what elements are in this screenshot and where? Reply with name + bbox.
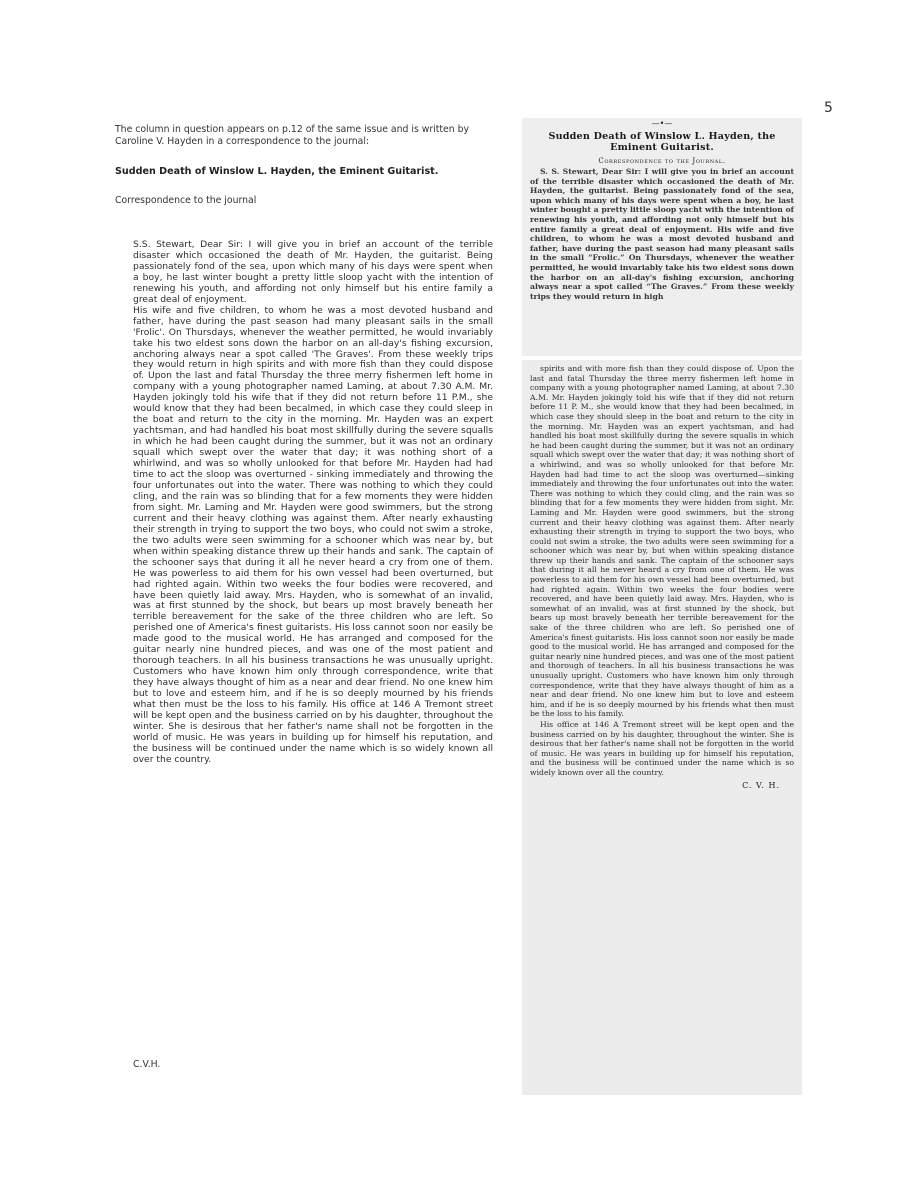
newspaper-clipping-bottom [522, 360, 802, 1095]
page-number: 5 [824, 100, 833, 116]
signature: C.V.H. [133, 1059, 161, 1070]
intro-text: The column in question appears on p.12 of the same issue and is written by Caroline V. Hayden in a correspondence to the journal: [115, 124, 470, 147]
paragraph: S.S. Stewart, Dear Sir: I will give you in brief an account of the terrible disaster which occasioned the death of Mr. Hayden, the guitarist. Being passionately fond of the sea, upon which many of his days were spent when a boy, he last winter bought a pretty little sloop yacht with the intention of renewing his youth, and affording not only himself but his entire family a great deal of enjoyment. [133, 239, 493, 305]
clipping-title: Sudden Death of Winslow L. Hayden, the Eminent Guitarist. [548, 131, 776, 153]
transcription-body [133, 240, 493, 766]
clipping-signature: C. V. H. [742, 780, 780, 790]
newspaper-clipping-top [522, 118, 802, 356]
article-header [115, 124, 495, 206]
clipping-text: S. S. Stewart, Dear Sir: I will give you in brief an account of the terrible disaster which occasioned the death of Mr. Hayden, the guitarist. Being passionately fond of the sea, upon which many of his days were spent when a boy, he last winter bought a pretty little sloop yacht with the intention of renewing his youth, and affording not only himself but his entire family a great deal of enjoyment. His wife and five children, to whom he was a most devoted husband and father, have during the past season had many pleasant sails in the small “Frolic.” On Thursdays, whenever the weather permitted, he would invariably take his two eldest sons down the harbor on an all-day's fishing excursion, anchoring always near a spot called “The Graves.” From these weekly trips they would return in high [530, 167, 794, 301]
paragraph: His wife and five children, to whom he was a most devoted husband and father, have during the past season had many pleasant sails in the small 'Frolic'. On Thursdays, whenever the weather permitted, he would invariably take his two eldest sons down the harbor on an all-day's fishing excursion, anchoring always near a spot called 'The Graves'. From these weekly trips they would return in high spirits and with more fish than they could dispose of. Upon the last and fatal Thursday the three merry fishermen left home in company with a young photographer named Laming, at about 7.30 A.M. Mr. Hayden jokingly told his wife that if they did not return before 11 P.M., she would know that they had been becalmed, in which case they could sleep in the boat and return to the city in the morning. Mr. Hayden was an expert yachtsman, and had handled his boat most skillfully during the severe squalls in which he had been caught during the summer, but it was not an ordinary squall which swept over the water that day; it was nothing short of a whirlwind, and was so wholly unlooked for that before Mr. Hayden had had time to act the sloop was overturned - sinking immediately and throwing the four unfortunates out into the water. There was nothing to which they could cling, and the rain was so blinding that for a few moments they were hidden from sight. Mr. Laming and Mr. Hayden were good swimmers, but the strong current and their heavy clothing was against them. After nearly exhausting their strength in trying to support the two boys, who could not swim a stroke, the two adults were seen swimming for a schooner which was near by, but when within speaking distance threw up their hands and sank. The captain of the schooner says that during it all he never heard a cry from one of them. He was powerless to aid them for his own vessel had been overturned, but had righted again. Within two weeks the four bodies were recovered, and have been quietly laid away. Mrs. Hayden, who is somewhat of an invalid, was at first stunned by the shock, but bears up most bravely beneath her terrible bereavement for the sake of the three children who are left. So perished one of America's finest guitarists. His loss cannot soon nor easily be made good to the musical world. He has arranged and composed for the guitar nearly nine hundred pieces, and was one of the most patient and thorough teachers. In all his business transactions he was unusually upright. Customers who have known him only through correspondence, write that they have always thought of him as a near and dear friend. No one knew him but to love and esteem him, and if he is so deeply mourned by his friends what then must be the loss to his family. His office at 146 A Tremont street will be kept open and the business carried on by his daughter, throughout the winter. She is desirous that her father's name shall not be forgotten in the world of music. He was years in building up for himself his reputation, and the business will be continued under the name which is so widely known all over the country. [133, 304, 493, 765]
clipping-text: His office at 146 A Tremont street will be kept open and the business carried on by his daughter, throughout the winter. She is desirous that her father's name shall not be forgotten in the world of music. He was years in building up for himself his reputation, and the business will be continued under the name which is so widely known over all the country. [530, 719, 794, 777]
article-heading: Sudden Death of Winslow L. Hayden, the Eminent Guitarist. [115, 166, 439, 177]
clipping-text: spirits and with more fish than they could dispose of. Upon the last and fatal Thursday the three merry fishermen left home in company with a young photographer named Laming, at about 7.30 A.M. Mr. Hayden jokingly told his wife that if they did not return before 11 P. M., she would know that they had been becalmed, in which case they should sleep in the boat and return to the city in the morning. Mr. Hayden was an expert yachtsman, and had handled his boat most skillfully during the severe squalls in which he had been caught during the summer, but it was not an ordinary squall which swept over the water that day; it was nothing short of a whirlwind, and was so wholly unlooked for that before Mr. Hayden had had time to act the sloop was overturned—sinking immediately and throwing the four unfortunates out into the water. There was nothing to which they could cling, and the rain was so blinding that for a few moments they were hidden from sight. Mr. Laming and Mr. Hayden were good swimmers, but the strong current and their heavy clothing was against them. After nearly exhausting their strength in trying to support the two boys, who could not swim a stroke, the two adults were seen swimming for a schooner which was near by, but when within speaking distance threw up their hands and sank. The captain of the schooner says that during it all he never heard a cry from one of them. He was powerless to aid them for his own vessel had been overturned, but had righted again. Within two weeks the four bodies were recovered, and have been quietly laid away. Mrs. Hayden, who is somewhat of an invalid, was at first stunned by the shock, but bears up most bravely beneath her terrible bereavement for the sake of the three children who are left. So perished one of America's finest guitarists. His loss cannot soon nor easily be made good to the musical world. He has arranged and composed for the guitar nearly nine hundred pieces, and was one of the most patient and thorough of teachers. In all his business transactions he was unusually upright. Customers who have known him only through correspondence, write that they have always thought of him as a near and dear friend. No one knew him but to love and esteem him, and if he is so deeply mourned by his friends what then must be the loss to his family. [530, 364, 794, 719]
article-subheading: Correspondence to the journal [115, 195, 257, 206]
ornament: —•— [651, 119, 673, 128]
clipping-correspondence: Correspondence to the Journal. [598, 157, 726, 165]
